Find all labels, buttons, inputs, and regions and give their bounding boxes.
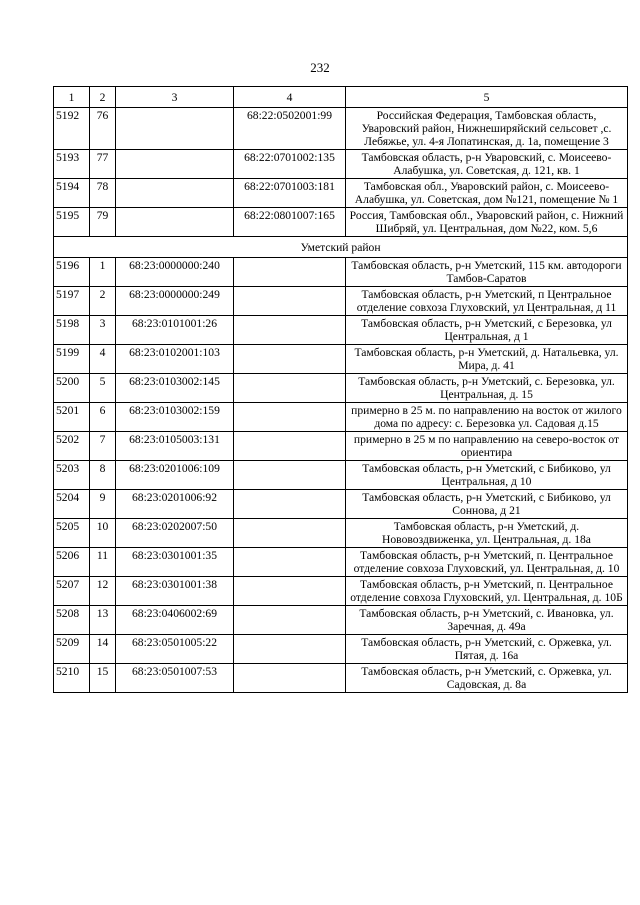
cadastral-number-alt-cell: 68:22:0701002:135: [234, 150, 346, 179]
index-cell: 14: [90, 635, 116, 664]
cadastral-number-cell: 68:23:0101001:26: [116, 316, 234, 345]
table-row: [54, 403, 628, 432]
cadastral-number-cell: 68:23:0102001:103: [116, 345, 234, 374]
address-cell: Тамбовская область, р-н Уметский, с Березовка, ул Центральная, д 1: [346, 316, 628, 345]
table-row: [54, 258, 628, 287]
address-cell: Тамбовская обл., Уваровский район, с. Моисеево-Алабушка, ул. Советская, дом №121, помещение № 1: [346, 179, 628, 208]
address-cell: Тамбовская область, р-н Уметский, с. Оржевка, ул. Садовская, д. 8а: [346, 664, 628, 693]
record-number-cell: 5209: [54, 635, 90, 664]
table-row: [54, 179, 628, 208]
index-cell: 76: [90, 108, 116, 150]
index-cell: 13: [90, 606, 116, 635]
table-row: [54, 577, 628, 606]
record-number-cell: 5210: [54, 664, 90, 693]
address-cell: Тамбовская область, р-н Уметский, п Центральное отделение совхоза Глуховский, ул Центральная, д 11: [346, 287, 628, 316]
address-cell: Тамбовская область, р-н Уметский, с. Ивановка, ул. Заречная, д. 49а: [346, 606, 628, 635]
cadastral-number-cell: 68:23:0103002:145: [116, 374, 234, 403]
index-cell: 15: [90, 664, 116, 693]
cadastral-number-alt-cell: [234, 345, 346, 374]
cadastral-number-cell: [116, 150, 234, 179]
column-header: 3: [116, 87, 234, 108]
cadastral-number-alt-cell: [234, 374, 346, 403]
address-cell: Тамбовская область, р-н Уметский, 115 км. автодороги Тамбов-Саратов: [346, 258, 628, 287]
record-number-cell: 5196: [54, 258, 90, 287]
record-number-cell: 5203: [54, 461, 90, 490]
index-cell: 79: [90, 208, 116, 237]
cadastral-number-alt-cell: 68:22:0502001:99: [234, 108, 346, 150]
cadastral-number-alt-cell: [234, 287, 346, 316]
index-cell: 4: [90, 345, 116, 374]
address-cell: Тамбовская область, р-н Уметский, п. Центральное отделение совхоза Глуховский, ул. Центральная, д. 10: [346, 548, 628, 577]
cadastral-number-alt-cell: 68:22:0801007:165: [234, 208, 346, 237]
index-cell: 3: [90, 316, 116, 345]
cadastral-number-alt-cell: [234, 519, 346, 548]
table-row: [54, 432, 628, 461]
column-header: 1: [54, 87, 90, 108]
table-header-row: [54, 87, 628, 108]
section-title: Уметский район: [54, 237, 628, 258]
record-number-cell: 5198: [54, 316, 90, 345]
index-cell: 10: [90, 519, 116, 548]
record-number-cell: 5195: [54, 208, 90, 237]
cadastral-number-cell: 68:23:0301001:35: [116, 548, 234, 577]
table-row: [54, 108, 628, 150]
index-cell: 8: [90, 461, 116, 490]
section-header-row: [54, 237, 628, 258]
record-number-cell: 5200: [54, 374, 90, 403]
cadastral-number-cell: 68:23:0105003:131: [116, 432, 234, 461]
cadastral-number-alt-cell: [234, 606, 346, 635]
table-row: [54, 519, 628, 548]
cadastral-number-cell: [116, 208, 234, 237]
address-cell: Тамбовская область, р-н Уметский, д. Натальевка, ул. Мира, д. 41: [346, 345, 628, 374]
table-row: [54, 461, 628, 490]
index-cell: 78: [90, 179, 116, 208]
index-cell: 7: [90, 432, 116, 461]
index-cell: 2: [90, 287, 116, 316]
index-cell: 6: [90, 403, 116, 432]
record-number-cell: 5192: [54, 108, 90, 150]
address-cell: Тамбовская область, р-н Уметский, с Бибиково, ул Центральная, д 10: [346, 461, 628, 490]
table-row: [54, 208, 628, 237]
cadastral-number-alt-cell: [234, 258, 346, 287]
property-registry-table: [53, 86, 628, 693]
record-number-cell: 5199: [54, 345, 90, 374]
table-row: [54, 548, 628, 577]
record-number-cell: 5194: [54, 179, 90, 208]
table-row: [54, 635, 628, 664]
address-cell: примерно в 25 м. по направлению на восток от жилого дома по адресу: с. Березовка ул. Садовая д.15: [346, 403, 628, 432]
record-number-cell: 5204: [54, 490, 90, 519]
cadastral-number-alt-cell: [234, 461, 346, 490]
record-number-cell: 5197: [54, 287, 90, 316]
table-row: [54, 490, 628, 519]
table-row: [54, 150, 628, 179]
index-cell: 1: [90, 258, 116, 287]
cadastral-number-alt-cell: [234, 316, 346, 345]
cadastral-number-cell: 68:23:0301001:38: [116, 577, 234, 606]
address-cell: Тамбовская область, р-н Уметский, с Бибиково, ул Соннова, д 21: [346, 490, 628, 519]
record-number-cell: 5202: [54, 432, 90, 461]
address-cell: Россия, Тамбовская обл., Уваровский район, с. Нижний Шибряй, ул. Центральная, дом №22, ком. 5,6: [346, 208, 628, 237]
record-number-cell: 5207: [54, 577, 90, 606]
cadastral-number-alt-cell: [234, 432, 346, 461]
cadastral-number-alt-cell: [234, 490, 346, 519]
column-header: 4: [234, 87, 346, 108]
address-cell: Российская Федерация, Тамбовская область, Уваровский район, Нижнеширяйский сельсовет ,с. Лебяжье, ул. 4-я Лопатинская, д. 1а, помещение 3: [346, 108, 628, 150]
table-row: [54, 316, 628, 345]
address-cell: Тамбовская область, р-н Уметский, с. Оржевка, ул. Пятая, д. 16а: [346, 635, 628, 664]
cadastral-number-cell: [116, 179, 234, 208]
cadastral-number-alt-cell: [234, 635, 346, 664]
address-cell: Тамбовская область, р-н Уметский, п. Центральное отделение совхоза Глуховский, ул. Центральная, д. 10Б: [346, 577, 628, 606]
page-number: 232: [310, 60, 330, 75]
address-cell: примерно в 25 м по направлению на северо-восток от ориентира: [346, 432, 628, 461]
column-header: 2: [90, 87, 116, 108]
table-row: [54, 374, 628, 403]
record-number-cell: 5193: [54, 150, 90, 179]
table-row: [54, 345, 628, 374]
table-row: [54, 606, 628, 635]
cadastral-number-cell: [116, 108, 234, 150]
table-body: [54, 87, 628, 693]
column-header: 5: [346, 87, 628, 108]
index-cell: 5: [90, 374, 116, 403]
address-cell: Тамбовская область, р-н Уметский, д. Нововоздвиженка, ул. Центральная, д. 18а: [346, 519, 628, 548]
record-number-cell: 5206: [54, 548, 90, 577]
record-number-cell: 5205: [54, 519, 90, 548]
cadastral-number-cell: 68:23:0202007:50: [116, 519, 234, 548]
record-number-cell: 5201: [54, 403, 90, 432]
cadastral-number-alt-cell: [234, 577, 346, 606]
record-number-cell: 5208: [54, 606, 90, 635]
index-cell: 11: [90, 548, 116, 577]
address-cell: Тамбовская область, р-н Уваровский, с. Моисеево-Алабушка, ул. Советская, д. 121, кв. 1: [346, 150, 628, 179]
table-row: [54, 287, 628, 316]
table-row: [54, 664, 628, 693]
cadastral-number-cell: 68:23:0000000:249: [116, 287, 234, 316]
address-cell: Тамбовская область, р-н Уметский, с. Березовка, ул. Центральная, д. 15: [346, 374, 628, 403]
cadastral-number-cell: 68:23:0406002:69: [116, 606, 234, 635]
cadastral-number-cell: 68:23:0501007:53: [116, 664, 234, 693]
index-cell: 9: [90, 490, 116, 519]
cadastral-number-alt-cell: [234, 403, 346, 432]
index-cell: 12: [90, 577, 116, 606]
cadastral-number-cell: 68:23:0201006:109: [116, 461, 234, 490]
cadastral-number-cell: 68:23:0103002:159: [116, 403, 234, 432]
cadastral-number-alt-cell: [234, 548, 346, 577]
cadastral-number-cell: 68:23:0000000:240: [116, 258, 234, 287]
cadastral-number-cell: 68:23:0201006:92: [116, 490, 234, 519]
cadastral-number-cell: 68:23:0501005:22: [116, 635, 234, 664]
index-cell: 77: [90, 150, 116, 179]
cadastral-number-alt-cell: [234, 664, 346, 693]
cadastral-number-alt-cell: 68:22:0701003:181: [234, 179, 346, 208]
